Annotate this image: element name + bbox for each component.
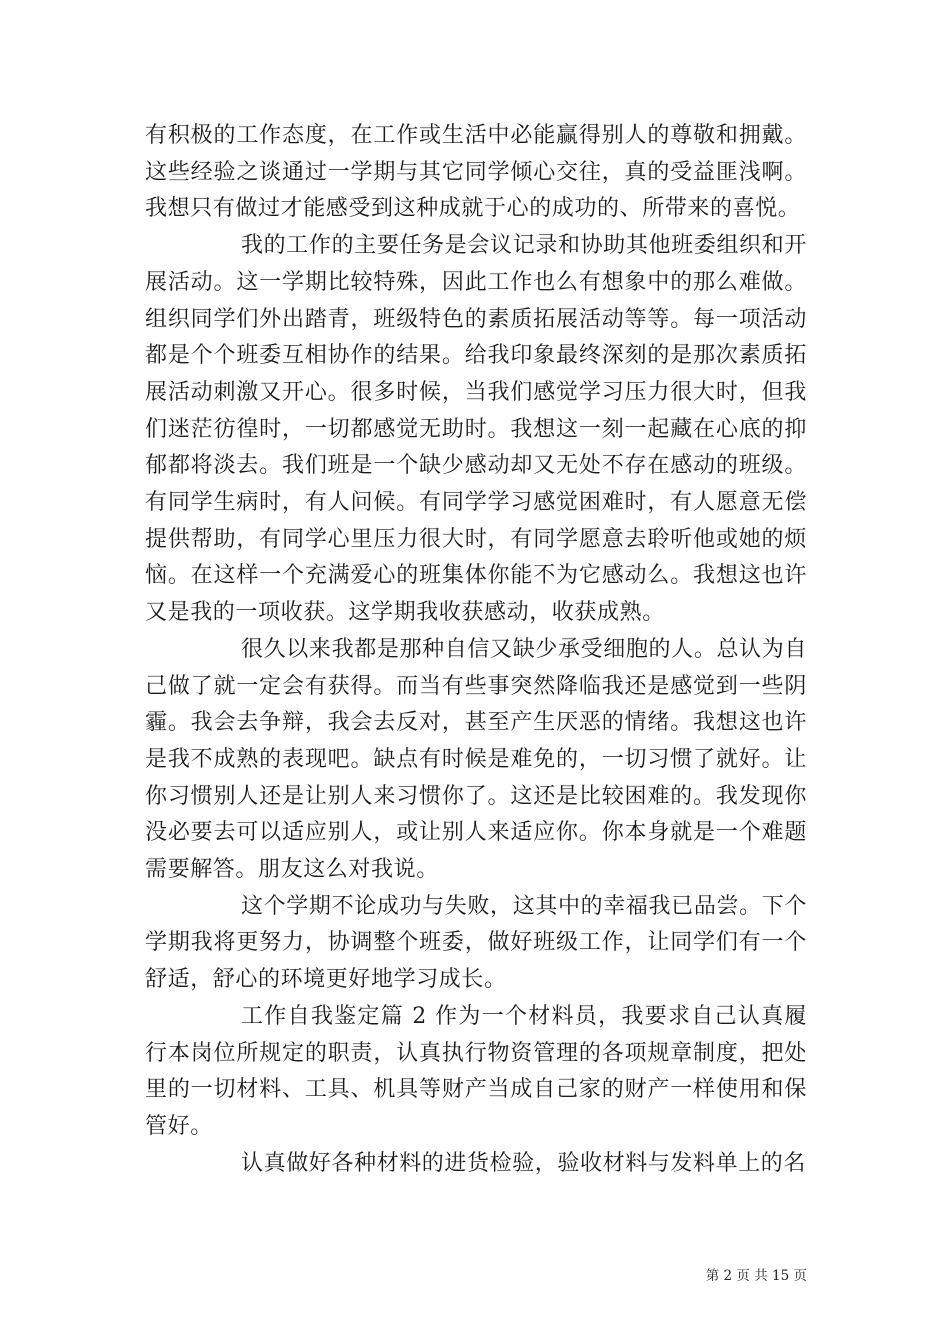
document-body <box>145 118 807 1182</box>
paragraph-2: 我的工作的主要任务是会议记录和协助其他班委组织和开展活动。这一学期比较特殊，因此工作也么有想象中的那么难做。组织同学们外出踏青，班级特色的素质拓展活动等等。每一项活动都是个个班委互相协作的结果。给我印象最终深刻的是那次素质拓展活动刺激又开心。很多时候，当我们感觉学习压力很大时，但我们迷茫彷徨时，一切都感觉无助时。我想这一刻一起藏在心底的抑郁都将淡去。我们班是一个缺少感动却又无处不存在感动的班级。有同学生病时，有人问候。有同学学习感觉困难时，有人愿意无偿提供帮助，有同学心里压力很大时，有同学愿意去聆听他或她的烦恼。在这样一个充满爱心的班集体你能不为它感动么。我想这也许又是我的一项收获。这学期我收获感动，收获成熟。 <box>145 233 807 626</box>
paragraph-1: 有积极的工作态度，在工作或生活中必能赢得别人的尊敬和拥戴。这些经验之谈通过一学期与其它同学倾心交往，真的受益匪浅啊。我想只有做过才能感受到这种成就于心的成功的、所带来的喜悦。 <box>145 123 807 222</box>
paragraph-6: 认真做好各种材料的进货检验，验收材料与发料单上的名 <box>241 1150 807 1176</box>
paragraph-3: 很久以来我都是那种自信又缺少承受细胞的人。总认为自己做了就一定会有获得。而当有些事突然降临我还是感觉到一些阴霾。我会去争辩，我会去反对，甚至产生厌恶的情绪。我想这也许是我不成熟的表现吧。缺点有时候是难免的，一切习惯了就好。让你习惯别人还是让别人来习惯你了。这还是比较困难的。我发现你没必要去可以适应别人，或让别人来适应你。你本身就是一个难题需要解答。朋友这么对我说。 <box>145 636 807 883</box>
paragraph-5: 工作自我鉴定篇 2 作为一个材料员，我要求自己认真履行本岗位所规定的职责，认真执行物资管理的各项规章制度，把处里的一切材料、工具、机具等财产当成自己家的财产一样使用和保管好。 <box>145 1003 807 1139</box>
page-number-footer: 第 2 页 共 15 页 <box>705 1268 807 1284</box>
paragraph-4: 这个学期不论成功与失败，这其中的幸福我已品尝。下个学期我将更努力，协调整个班委，做好班级工作，让同学们有一个舒适，舒心的环境更好地学习成长。 <box>145 893 807 993</box>
